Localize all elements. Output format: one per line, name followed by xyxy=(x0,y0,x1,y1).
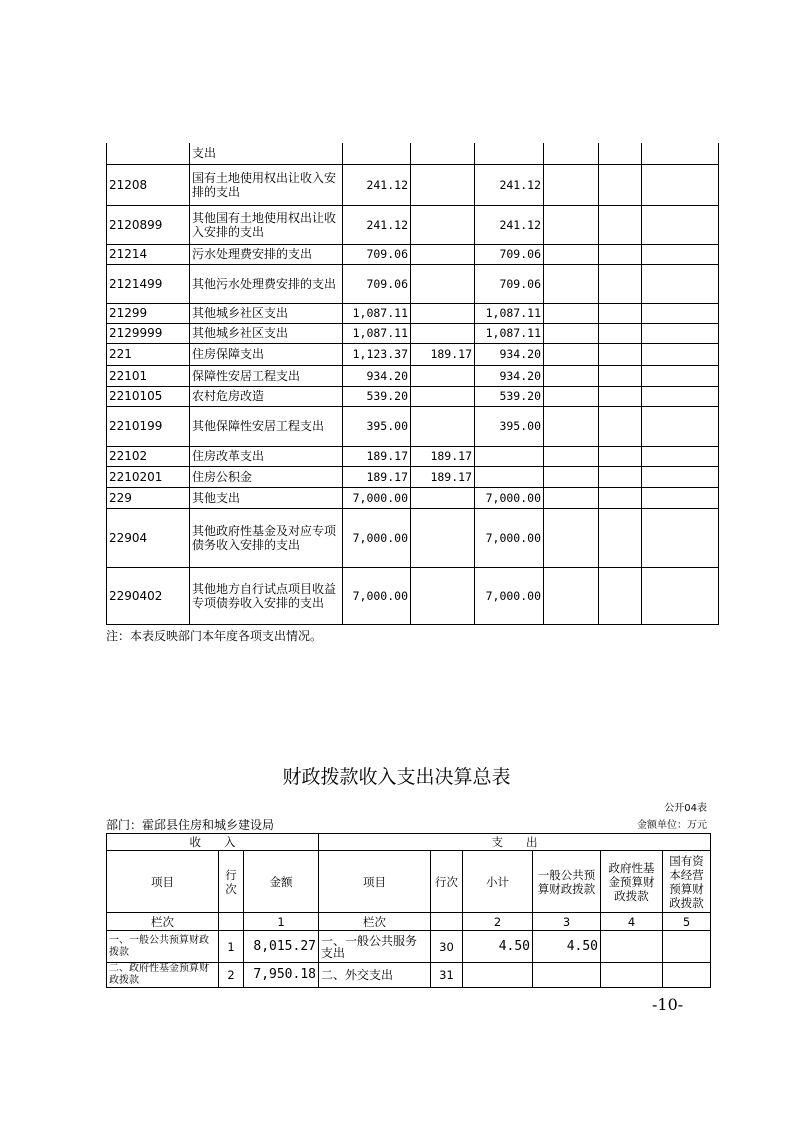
function-code: 2129999 xyxy=(107,323,190,343)
amount-cell: 7,000.00 xyxy=(475,567,544,624)
function-name: 住房公积金 xyxy=(190,466,343,487)
table-row xyxy=(107,365,719,386)
unit-label: 金额单位：万元 xyxy=(637,820,707,831)
amount-cell xyxy=(599,205,642,244)
function-name: 其他污水处理费安排的支出 xyxy=(190,264,343,303)
amount-cell: 709.06 xyxy=(475,264,544,303)
amount-cell: 1,087.11 xyxy=(343,303,411,323)
amount-cell xyxy=(544,487,599,508)
table-row xyxy=(107,244,719,264)
amount-cell: 709.06 xyxy=(475,244,544,264)
amount-cell: 709.06 xyxy=(343,264,411,303)
amount-cell: 395.00 xyxy=(475,406,544,446)
amount-cell: 539.20 xyxy=(475,386,544,406)
amount-cell: 189.17 xyxy=(343,466,411,487)
amount-cell xyxy=(599,406,642,446)
table-row xyxy=(107,931,711,963)
amount-cell xyxy=(642,205,719,244)
amount-cell xyxy=(544,323,599,343)
cell: 31 xyxy=(431,963,463,988)
function-name: 保障性安居工程支出 xyxy=(190,365,343,386)
index-cell xyxy=(431,913,463,931)
amount-cell xyxy=(411,508,475,567)
function-code: 21299 xyxy=(107,303,190,323)
table-row xyxy=(107,205,719,244)
amount-cell: 241.12 xyxy=(343,164,411,205)
amount-cell xyxy=(599,567,642,624)
amount-cell: 189.17 xyxy=(411,446,475,466)
amount-cell xyxy=(544,567,599,624)
amount-cell xyxy=(599,386,642,406)
amount-cell: 189.17 xyxy=(343,446,411,466)
table-row xyxy=(107,143,719,164)
table-row xyxy=(107,487,719,508)
function-code: 221 xyxy=(107,343,190,365)
function-code: 22101 xyxy=(107,365,190,386)
amount-cell xyxy=(599,508,642,567)
amount-cell xyxy=(544,205,599,244)
column-header: 行次 xyxy=(219,851,244,913)
cell: 一、一般公共预算财政拨款 xyxy=(107,931,219,963)
amount-cell: 189.17 xyxy=(411,343,475,365)
table-row xyxy=(107,446,719,466)
function-name: 农村危房改造 xyxy=(190,386,343,406)
amount-cell xyxy=(642,365,719,386)
amount-cell xyxy=(411,567,475,624)
index-cell: 5 xyxy=(663,913,711,931)
amount-cell xyxy=(599,466,642,487)
index-cell: 栏次 xyxy=(107,913,219,931)
column-header: 小计 xyxy=(463,851,533,913)
amount-cell xyxy=(642,406,719,446)
function-name: 支出 xyxy=(190,143,343,164)
expense-table xyxy=(106,143,719,625)
amount-cell: 241.12 xyxy=(475,164,544,205)
income-header: 收 入 xyxy=(107,834,319,851)
amount-cell xyxy=(411,164,475,205)
amount-cell xyxy=(411,406,475,446)
amount-cell xyxy=(544,508,599,567)
table-row xyxy=(107,406,719,446)
index-cell: 4 xyxy=(601,913,663,931)
amount-cell xyxy=(544,164,599,205)
amount-cell xyxy=(411,386,475,406)
function-code: 2210201 xyxy=(107,466,190,487)
amount-cell xyxy=(475,143,544,164)
amount-cell xyxy=(544,264,599,303)
amount-cell xyxy=(599,264,642,303)
amount-cell xyxy=(642,264,719,303)
index-cell: 3 xyxy=(533,913,601,931)
cell xyxy=(663,963,711,988)
amount-cell xyxy=(599,446,642,466)
amount-cell xyxy=(544,244,599,264)
amount-cell xyxy=(544,406,599,446)
function-code: 229 xyxy=(107,487,190,508)
function-code: 2290402 xyxy=(107,567,190,624)
amount-cell xyxy=(544,365,599,386)
cell: 一、一般公共服务支出 xyxy=(319,931,431,963)
amount-cell xyxy=(599,244,642,264)
amount-cell xyxy=(599,323,642,343)
amount-cell: 395.00 xyxy=(343,406,411,446)
amount-cell xyxy=(411,487,475,508)
amount-cell xyxy=(599,143,642,164)
amount-cell xyxy=(411,143,475,164)
cell: 4.50 xyxy=(533,931,601,963)
table-row xyxy=(107,264,719,303)
function-code: 2210105 xyxy=(107,386,190,406)
amount-cell: 7,000.00 xyxy=(343,508,411,567)
table-row xyxy=(107,963,711,988)
column-header: 国有资本经营预算财政拨款 xyxy=(663,851,711,913)
function-name: 其他城乡社区支出 xyxy=(190,323,343,343)
amount-cell xyxy=(544,143,599,164)
amount-cell xyxy=(544,446,599,466)
function-code: 2210199 xyxy=(107,406,190,446)
function-code xyxy=(107,143,190,164)
amount-cell xyxy=(544,386,599,406)
column-header: 行次 xyxy=(431,851,463,913)
amount-cell xyxy=(642,466,719,487)
table-row xyxy=(107,343,719,365)
amount-cell xyxy=(411,205,475,244)
cell xyxy=(601,931,663,963)
function-code: 22904 xyxy=(107,508,190,567)
amount-cell xyxy=(642,303,719,323)
cell: 1 xyxy=(219,931,244,963)
page-title: 财政拨款收入支出决算总表 xyxy=(282,766,511,788)
amount-cell xyxy=(642,143,719,164)
column-header: 金额 xyxy=(244,851,319,913)
function-name: 住房保障支出 xyxy=(190,343,343,365)
cell: 4.50 xyxy=(463,931,533,963)
amount-cell xyxy=(343,143,411,164)
page-number: -10- xyxy=(652,995,684,1014)
cell: 二、政府性基金预算财政拨款 xyxy=(107,963,219,988)
function-name: 其他地方自行试点项目收益专项债券收入安排的支出 xyxy=(190,567,343,624)
function-name: 其他国有土地使用权出让收入安排的支出 xyxy=(190,205,343,244)
amount-cell xyxy=(642,323,719,343)
function-name: 污水处理费安排的支出 xyxy=(190,244,343,264)
amount-cell xyxy=(411,244,475,264)
cell: 8,015.27 xyxy=(244,931,319,963)
expense-header: 支 出 xyxy=(319,834,711,851)
amount-cell xyxy=(599,164,642,205)
amount-cell xyxy=(544,466,599,487)
amount-cell: 241.12 xyxy=(343,205,411,244)
table-note: 注：本表反映部门本年度各项支出情况。 xyxy=(106,629,323,643)
amount-cell: 7,000.00 xyxy=(343,487,411,508)
cell xyxy=(463,963,533,988)
amount-cell xyxy=(642,508,719,567)
amount-cell xyxy=(599,303,642,323)
cell xyxy=(663,931,711,963)
table-row xyxy=(107,164,719,205)
amount-cell: 1,087.11 xyxy=(343,323,411,343)
amount-cell: 1,123.37 xyxy=(343,343,411,365)
amount-cell xyxy=(411,365,475,386)
cell: 2 xyxy=(219,963,244,988)
function-code: 22102 xyxy=(107,446,190,466)
amount-cell: 709.06 xyxy=(343,244,411,264)
column-header: 项目 xyxy=(107,851,219,913)
amount-cell: 1,087.11 xyxy=(475,323,544,343)
amount-cell: 241.12 xyxy=(475,205,544,244)
cell: 二、外交支出 xyxy=(319,963,431,988)
function-code: 21214 xyxy=(107,244,190,264)
amount-cell xyxy=(599,487,642,508)
column-header: 政府性基金预算财政拨款 xyxy=(601,851,663,913)
amount-cell xyxy=(475,466,544,487)
cell: 7,950.18 xyxy=(244,963,319,988)
amount-cell xyxy=(544,343,599,365)
index-cell xyxy=(219,913,244,931)
amount-cell xyxy=(475,446,544,466)
amount-cell: 934.20 xyxy=(343,365,411,386)
index-cell: 2 xyxy=(463,913,533,931)
table-row xyxy=(107,386,719,406)
amount-cell: 934.20 xyxy=(475,343,544,365)
column-header: 一般公共预算财政拨款 xyxy=(533,851,601,913)
amount-cell xyxy=(411,323,475,343)
amount-cell: 7,000.00 xyxy=(475,508,544,567)
amount-cell: 539.20 xyxy=(343,386,411,406)
amount-cell xyxy=(642,567,719,624)
cell xyxy=(601,963,663,988)
table-code: 公开04表 xyxy=(664,803,707,814)
amount-cell xyxy=(642,386,719,406)
index-cell: 1 xyxy=(244,913,319,931)
cell xyxy=(533,963,601,988)
amount-cell xyxy=(642,446,719,466)
table-row xyxy=(107,303,719,323)
cell: 30 xyxy=(431,931,463,963)
table-row xyxy=(107,466,719,487)
amount-cell xyxy=(642,164,719,205)
function-code: 2120899 xyxy=(107,205,190,244)
amount-cell xyxy=(544,303,599,323)
function-name: 国有土地使用权出让收入安排的支出 xyxy=(190,164,343,205)
function-name: 住房改革支出 xyxy=(190,446,343,466)
index-cell: 栏次 xyxy=(319,913,431,931)
amount-cell xyxy=(599,365,642,386)
table-row xyxy=(107,508,719,567)
function-code: 2121499 xyxy=(107,264,190,303)
function-code: 21208 xyxy=(107,164,190,205)
amount-cell: 7,000.00 xyxy=(475,487,544,508)
department-label: 部门：霍邱县住房和城乡建设局 xyxy=(106,818,275,832)
amount-cell xyxy=(642,343,719,365)
amount-cell xyxy=(642,244,719,264)
column-header: 项目 xyxy=(319,851,431,913)
amount-cell xyxy=(642,487,719,508)
table-row xyxy=(107,567,719,624)
function-name: 其他城乡社区支出 xyxy=(190,303,343,323)
amount-cell xyxy=(411,264,475,303)
function-name: 其他保障性安居工程支出 xyxy=(190,406,343,446)
amount-cell xyxy=(411,303,475,323)
amount-cell xyxy=(599,343,642,365)
function-name: 其他政府性基金及对应专项债务收入安排的支出 xyxy=(190,508,343,567)
function-name: 其他支出 xyxy=(190,487,343,508)
amount-cell: 7,000.00 xyxy=(343,567,411,624)
amount-cell: 189.17 xyxy=(411,466,475,487)
amount-cell: 1,087.11 xyxy=(475,303,544,323)
table-row xyxy=(107,323,719,343)
summary-table xyxy=(106,833,711,988)
amount-cell: 934.20 xyxy=(475,365,544,386)
